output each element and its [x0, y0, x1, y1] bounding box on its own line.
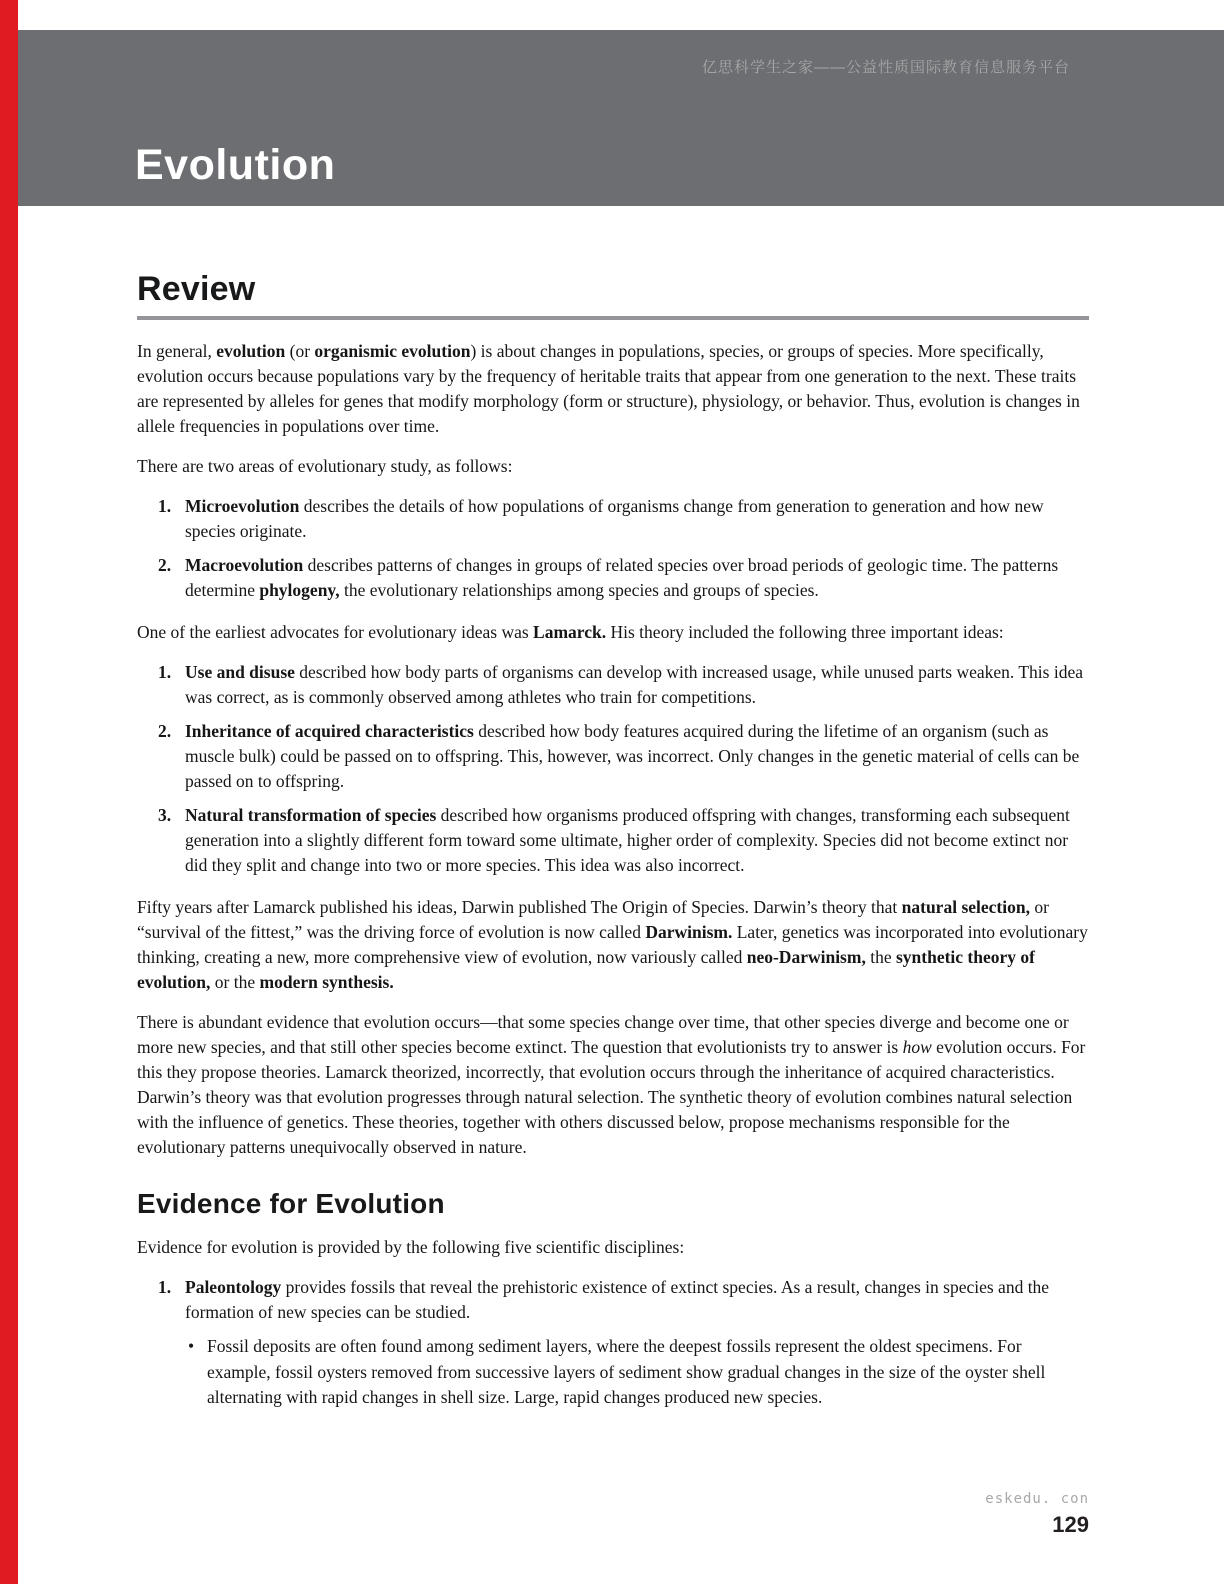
list-item — [137, 719, 1089, 794]
header-watermark: 亿思科学生之家——公益性质国际教育信息服务平台 — [701, 59, 1070, 76]
numbered-list-evidence-disciplines — [137, 1275, 1089, 1409]
list-item — [137, 1275, 1089, 1409]
page-number: 129 — [1052, 1512, 1089, 1537]
paragraph-evidence-overview: There is abundant evidence that evolution occurs—that some species change over time, that other species diverge and become one or more new species, and that still other species become extinct. The question that evolutionists try to answer is how evolution occurs. For this they propose theories. Lamarck theorized, incorrectly, that evolution occurs through the inheritance of acquired characteristics. Darwin’s theory was that evolution progresses through natural selection. The synthetic theory of evolution combines natural selection with the influence of genetics. These theories, together with others discussed below, propose mechanisms responsible for the evolutionary patterns unequivocally observed in nature. — [137, 1012, 1086, 1158]
numbered-list-evolution-areas — [137, 494, 1089, 603]
chapter-header-band — [18, 30, 1224, 206]
list-item-number: 1. — [158, 662, 172, 683]
bullet-text: Fossil deposits are often found among sediment layers, where the deepest fossils represent the oldest specimens. For example, fossil oysters removed from successive layers of sediment show gradual changes in the size of the oyster shell alternating with rapid changes in shell size. Large, rapid changes produced new species. — [207, 1336, 1046, 1407]
bullet-marker: • — [188, 1336, 195, 1357]
list-item-body — [185, 1275, 1089, 1409]
list-item-number: 3. — [158, 805, 172, 826]
footer-watermark: eskedu. con — [985, 1491, 1089, 1507]
list-item-text: Microevolution describes the details of how populations of organisms change from generation to generation and how new species originate. — [185, 496, 1044, 542]
list-item — [137, 553, 1089, 603]
list-item — [137, 803, 1089, 878]
heading-rule — [137, 316, 1089, 320]
chapter-title: Evolution — [135, 141, 336, 189]
list-item-number: 1. — [158, 1277, 172, 1298]
list-item-number: 2. — [158, 721, 172, 742]
list-item-text: Natural transformation of species described how organisms produced offspring with changes, transforming each subsequent generation into a slightly different form toward some ultimate, higher order of complexity. Species did not become extinct nor did they split and change into two or more species. This idea was also incorrect. — [185, 805, 1070, 876]
page-footer — [985, 1491, 1089, 1538]
paragraph-darwin: Fifty years after Lamarck published his ideas, Darwin published The Origin of Species. Darwin’s theory that natural selection, or “survival of the fittest,” was the driving force of evolution is now called Darwinism. Later, genetics was incorporated into evolutionary thinking, creating a new, more comprehensive view of evolution, now variously called neo-Darwinism, the synthetic theory of evolution, or the modern synthesis. — [137, 897, 1088, 993]
list-item — [137, 494, 1089, 544]
left-accent-strip — [0, 0, 18, 1584]
list-item-text: Paleontology provides fossils that reveal the prehistoric existence of extinct species. As a result, changes in species and the formation of new species can be studied. — [185, 1277, 1050, 1323]
list-item — [137, 660, 1089, 710]
paragraph-lamarck-intro: One of the earliest advocates for evolutionary ideas was Lamarck. His theory included the following three important ideas: — [137, 622, 1004, 643]
bullet-sublist — [185, 1334, 1089, 1409]
list-item-text: Macroevolution describes patterns of changes in groups of related species over broad periods of geologic time. The patterns determine phylogeny, the evolutionary relationships among species and groups of species. — [185, 555, 1059, 601]
list-item-number: 1. — [158, 496, 172, 517]
section-heading-review: Review — [137, 270, 256, 308]
paragraph-evolution-definition: In general, evolution (or organismic evolution) is about changes in populations, species, or groups of species. More specifically, evolution occurs because populations vary by the frequency of heritable traits that appear from one generation to the next. These traits are represented by alleles for genes that modify morphology (form or structure), physiology, or behavior. Thus, evolution is changes in allele frequencies in populations over time. — [137, 341, 1080, 437]
paragraph-two-areas-intro: There are two areas of evolutionary study, as follows: — [137, 456, 513, 477]
bullet-item — [185, 1334, 1089, 1409]
page-content — [137, 270, 1089, 1427]
numbered-list-lamarck-ideas — [137, 660, 1089, 878]
paragraph-disciplines-intro: Evidence for evolution is provided by the following five scientific disciplines: — [137, 1237, 685, 1258]
list-item-text: Inheritance of acquired characteristics described how body features acquired during the lifetime of an organism (such as muscle bulk) could be passed on to offspring. This, however, was incorrect. Only changes in the genetic material of cells can be passed on to offspring. — [185, 721, 1080, 792]
list-item-text: Use and disuse described how body parts of organisms can develop with increased usage, while unused parts weaken. This idea was correct, as is commonly observed among athletes who train for competitions. — [185, 662, 1084, 708]
section-heading-evidence: Evidence for Evolution — [137, 1188, 445, 1220]
list-item-number: 2. — [158, 555, 172, 576]
